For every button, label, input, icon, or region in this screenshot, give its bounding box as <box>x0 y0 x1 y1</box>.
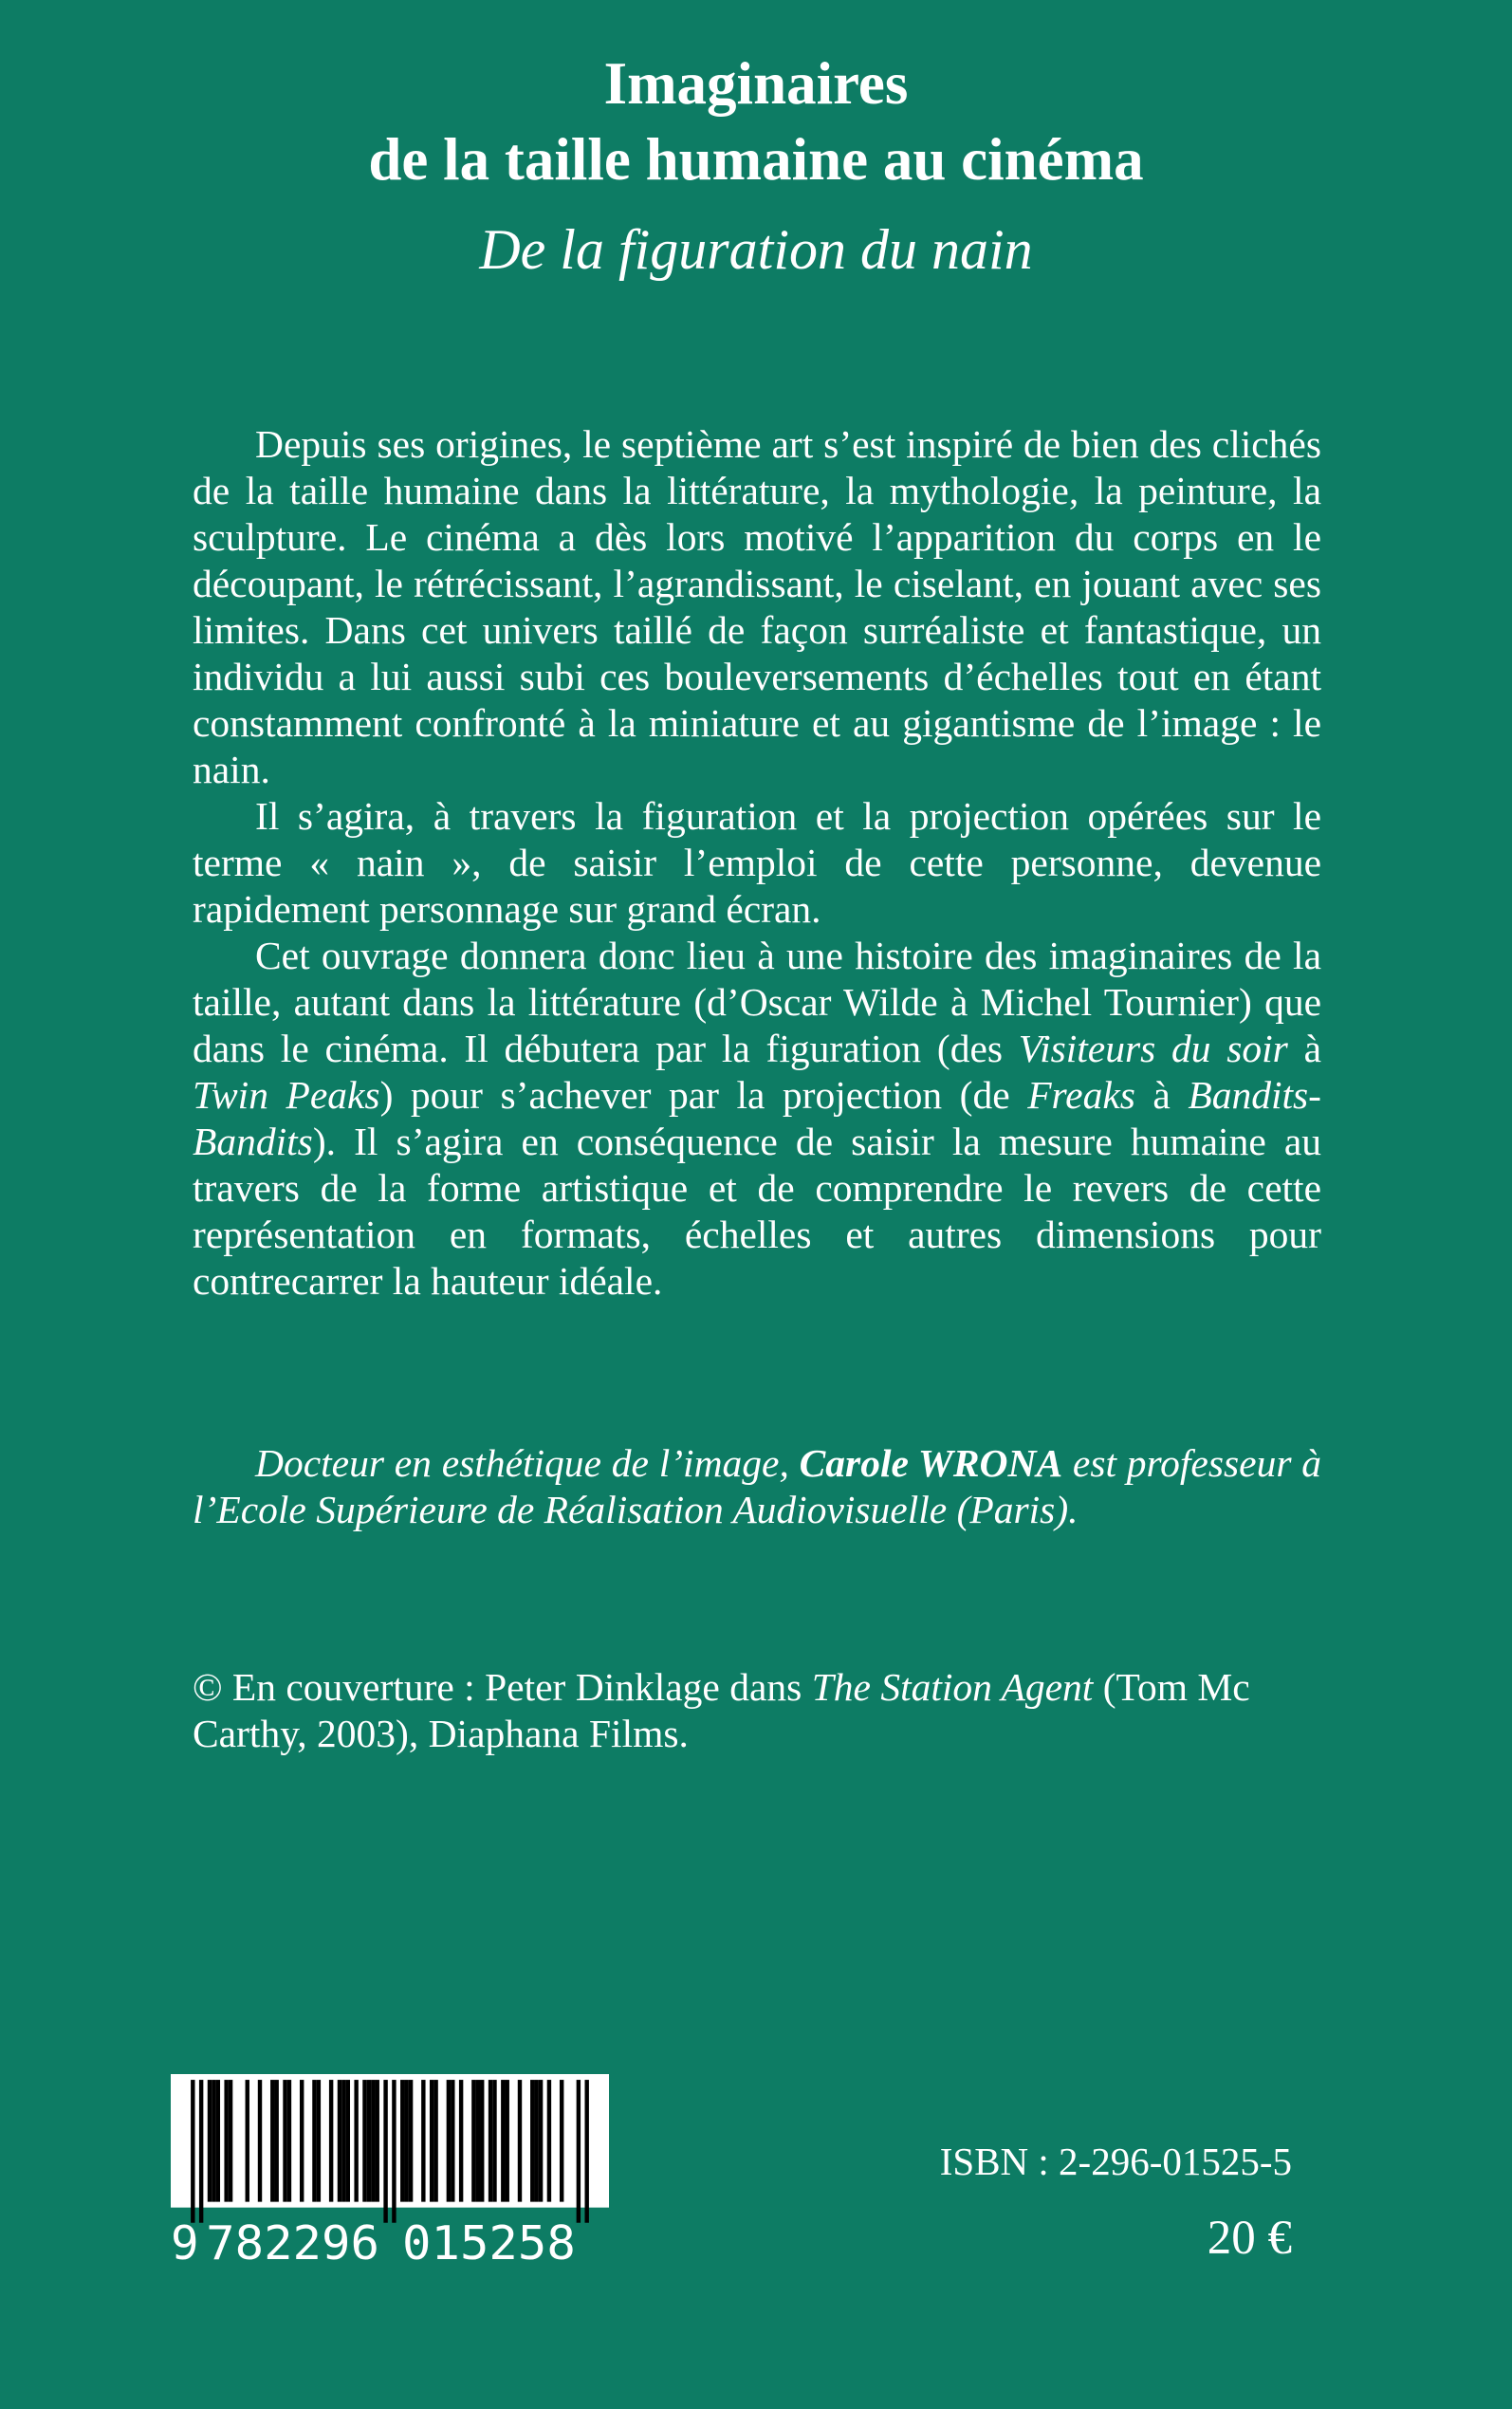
ean13-barcode <box>171 2074 609 2274</box>
book-title-line1: Imaginaires <box>603 50 909 117</box>
film-title-station-agent: The Station Agent <box>811 1665 1094 1709</box>
author-bio-text-2: est professeur à l’Ecole Supérieure de Réalisation Audiovisuelle (Paris). <box>193 1441 1322 1531</box>
p3-text-3: ) pour s’achever par la projection (de <box>379 1073 1028 1117</box>
p3-text-1: Cet ouvrage donnera donc lieu à une histoire des imaginaires de la taille, autant dans la littérature (d’Oscar Wilde à Michel Tournier) que dans le cinéma. Il débutera par la figuration (des <box>193 934 1321 1070</box>
cover-credit <box>193 1664 1345 1757</box>
p3-text-2: à <box>1287 1027 1322 1070</box>
author-bio <box>193 1440 1321 1533</box>
synopsis-paragraph-3 <box>193 933 1321 1305</box>
isbn-text: ISBN : 2-296-01525-5 <box>939 2140 1292 2183</box>
film-title-freaks: Freaks <box>1027 1073 1135 1117</box>
author-name: Carole WRONA <box>799 1441 1063 1485</box>
barcode-digits-group1: 782296 <box>206 2214 379 2270</box>
barcode-digit-lead: 9 <box>171 2214 199 2270</box>
book-subtitle: De la figuration du nain <box>479 218 1033 281</box>
synopsis-paragraph-2: Il s’agira, à travers la figuration et la projection opérées sur le terme « nain », de saisir l’emploi de cette personne, devenue rapidement personnage sur grand écran. <box>193 794 1321 931</box>
author-bio-text-1: Docteur en esthétique de l’image, <box>255 1441 800 1485</box>
footer-right-block <box>940 2140 1292 2265</box>
synopsis-paragraph-1: Depuis ses origines, le septième art s’est inspiré de bien des clichés de la taille humaine dans la littérature, la mythologie, la peinture, la sculpture. Le cinéma a dès lors motivé l’apparition du corps en le découpant, le rétrécissant, l’agrandissant, le ciselant, en jouant avec ses limites. Dans cet univers taillé de façon surréaliste et fantastique, un individu a lui aussi subi ces bouleversements d’échelles tout en étant constamment confronté à la miniature et au gigantisme de l’image : le nain. <box>193 422 1321 791</box>
cover-credit-text-2: (Tom Mc Carthy, 2003), Diaphana Films. <box>193 1665 1250 1755</box>
cover-credit-text-1: © En couverture : Peter Dinklage dans <box>193 1665 812 1709</box>
title-block <box>0 46 1512 287</box>
book-title-line2: de la taille humaine au cinéma <box>368 126 1144 193</box>
p3-text-5: ). Il s’agira en conséquence de saisir la mesure humaine au travers de la forme artistique et de comprendre le revers de cette représentation en formats, échelles et autres dimensions pour contrecarrer la hauteur idéale. <box>193 1120 1321 1303</box>
film-title-visiteurs-du-soir: Visiteurs du soir <box>1018 1027 1288 1070</box>
p3-text-4: à <box>1134 1073 1189 1117</box>
film-title-bandits-bandits: Bandits-Bandits <box>193 1073 1321 1163</box>
film-title-twin-peaks: Twin Peaks <box>193 1073 380 1117</box>
barcode-background <box>171 2074 609 2208</box>
barcode-digits-group2: 015258 <box>402 2214 576 2270</box>
synopsis <box>193 421 1321 1305</box>
price-text: 20 € <box>1207 2212 1292 2265</box>
